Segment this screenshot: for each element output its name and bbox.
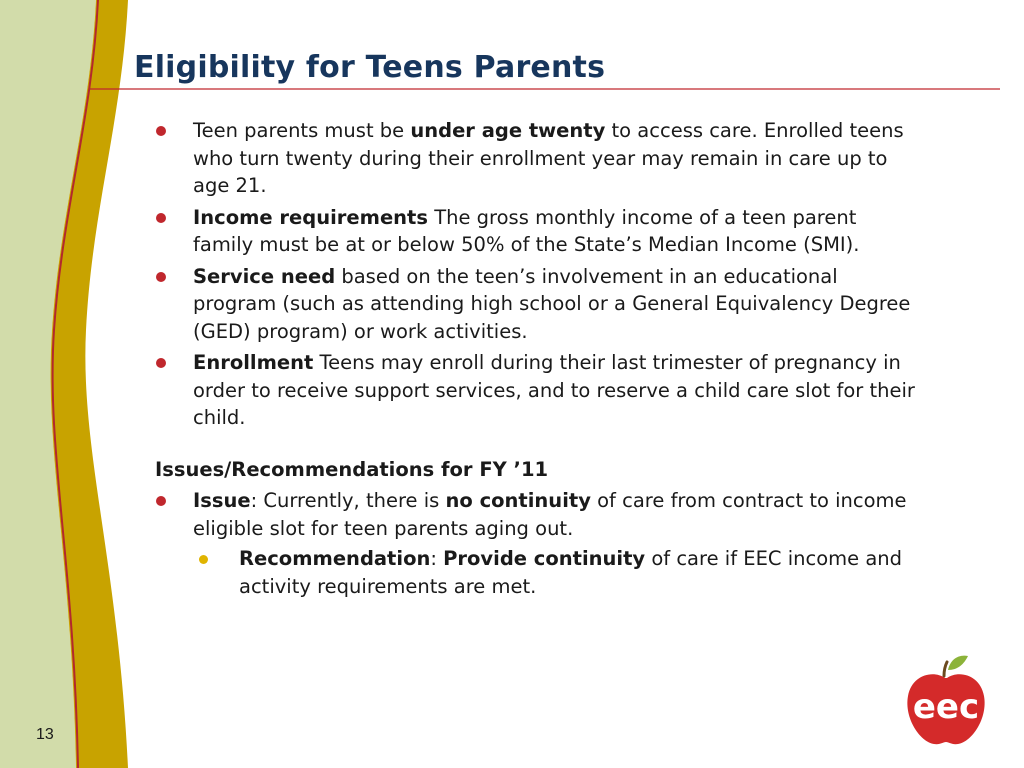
bullet-recommendation: Recommendation: Provide continuity of care if EEC income and activity requirements are met. — [193, 545, 915, 600]
logo-text: eec — [912, 687, 980, 727]
bullet-service-need: Service need based on the teen’s involvement in an educational program (such as attending high school or a General Equivalency Degree (GED) program) or work activities. — [155, 263, 915, 346]
recommendation-list — [193, 545, 915, 600]
eligibility-bullet-list — [155, 117, 915, 432]
bullet-age: Teen parents must be under age twenty to access care. Enrolled teens who turn twenty during their enrollment year may remain in care up to age 21. — [155, 117, 915, 200]
bullet-enrollment: Enrollment Teens may enroll during their last trimester of pregnancy in order to receive support services, and to reserve a child care slot for their child. — [155, 349, 915, 432]
bullet-issue: Issue: Currently, there is no continuity of care from contract to income eligible slot for teen parents aging out. Recommendation: Provide continuity of care if EEC income and activity requirements are met. — [155, 487, 915, 600]
slide-title: Eligibility for Teens Parents — [134, 50, 606, 85]
slide-content — [155, 117, 915, 604]
page-number: 13 — [36, 726, 54, 743]
eec-apple-logo-icon — [898, 652, 994, 748]
issues-heading: Issues/Recommendations for FY ’11 — [155, 457, 549, 481]
issues-bullet-list — [155, 487, 915, 600]
bullet-income: Income requirements The gross monthly income of a teen parent family must be at or below 50% of the State’s Median Income (SMI). — [155, 204, 915, 259]
